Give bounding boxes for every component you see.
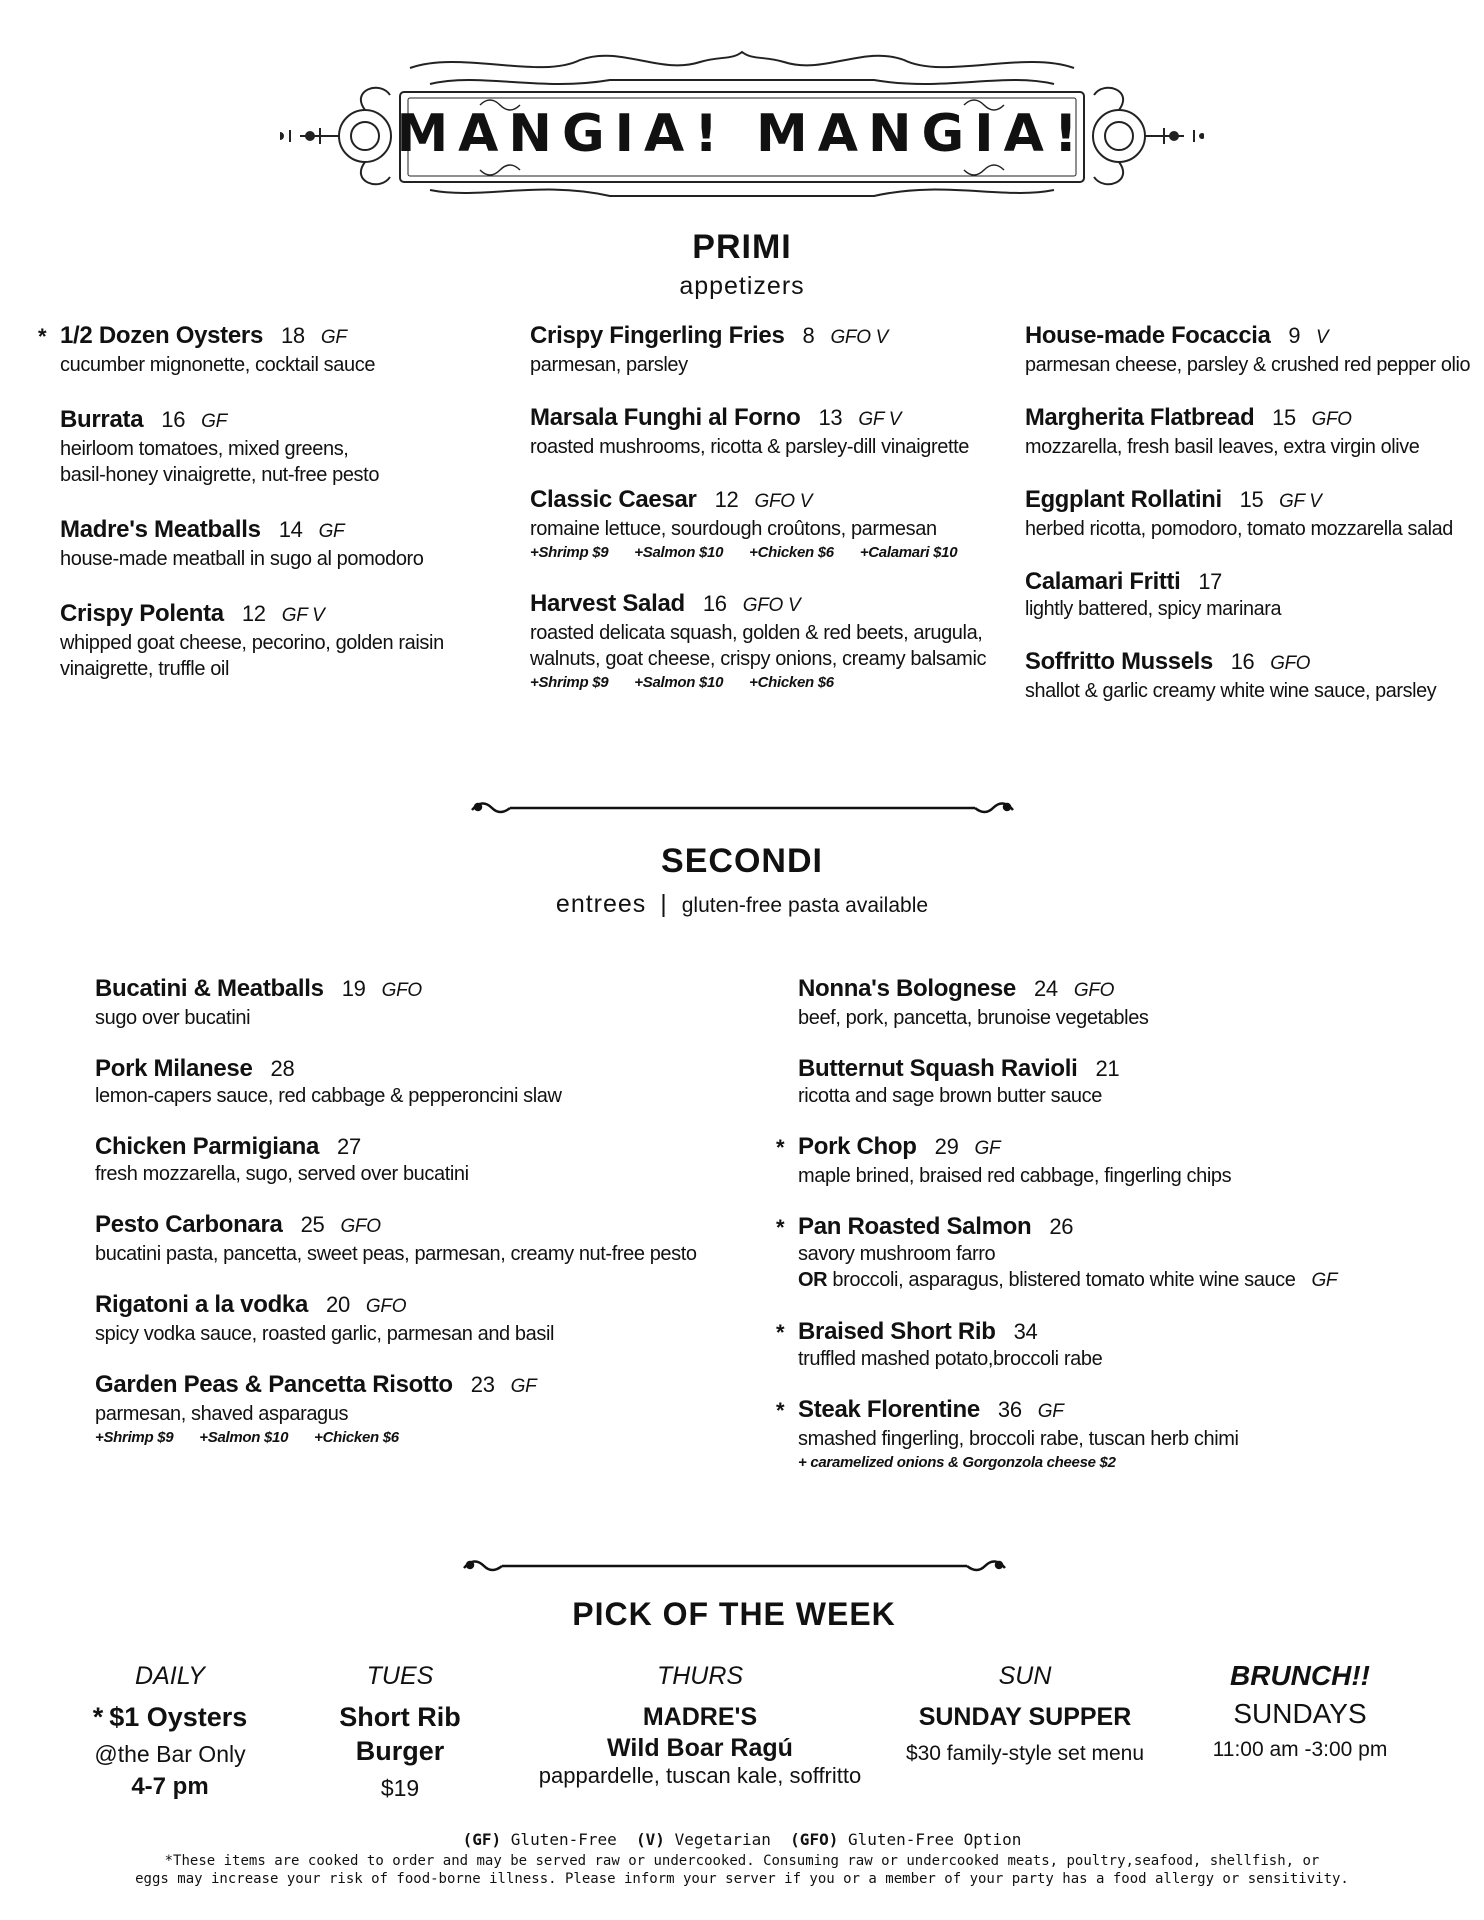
subtitle-separator: | [660, 890, 668, 918]
secondi-column-1 [95, 975, 697, 1449]
menu-item-name: Crispy Fingerling Fries [530, 322, 785, 349]
menu-item-addons [95, 1427, 697, 1449]
menu-item [1025, 568, 1470, 622]
menu-item-diet-tag: GFO [340, 1216, 381, 1237]
menu-item [60, 600, 444, 682]
menu-item-price: 17 [1198, 569, 1222, 594]
menu-item-description: cucumber mignonette, cocktail sauce [60, 354, 376, 376]
menu-item-price: 16 [161, 407, 186, 432]
menu-item [776, 1133, 1337, 1189]
menu-item-heading [95, 1291, 697, 1321]
menu-item-diet-tag: GFO [1073, 980, 1115, 1001]
pick-sun-day: SUN [998, 1662, 1052, 1690]
menu-item-heading [60, 322, 444, 352]
secondi-column-2 [776, 975, 1338, 1474]
menu-item [530, 486, 986, 564]
menu-item-price: 9 [1288, 323, 1301, 348]
menu-item-description: shallot & garlic creamy white wine sauce, parsley [1025, 680, 1437, 702]
menu-item-name: Classic Caesar [530, 486, 697, 513]
menu-item-diet-tag: GFO V [754, 491, 813, 512]
menu-item-diet-tag: GFO V [742, 595, 801, 616]
header-banner [280, 50, 1204, 200]
menu-item-heading [95, 1211, 697, 1241]
secondi-subtitle-entrees: entrees [555, 890, 647, 918]
menu-item-price: 34 [1013, 1319, 1038, 1344]
menu-item [95, 1291, 697, 1347]
menu-item [776, 1213, 1338, 1294]
menu-item-diet-tag: GF [320, 327, 347, 348]
menu-item [530, 590, 986, 694]
menu-item-name: Pork Chop [798, 1133, 917, 1160]
pick-thurs-day: THURS [656, 1662, 744, 1690]
menu-item-price: 36 [997, 1397, 1022, 1422]
menu-item-description: beef, pork, pancetta, brunoise vegetables [798, 1007, 1149, 1029]
legend-gfo: (GFO) [790, 1830, 839, 1849]
menu-item-heading [530, 590, 986, 620]
menu-item-diet-tag: GF V [858, 409, 902, 430]
menu-item [776, 1396, 1337, 1474]
menu-item-diet-tag: GF V [281, 605, 325, 626]
addon-option: +Calamari $10 [859, 544, 958, 561]
menu-item-heading [1025, 322, 1470, 352]
menu-item [1025, 322, 1470, 378]
menu-item-description: lightly battered, spicy marinara [1025, 598, 1282, 620]
menu-item-heading [798, 1055, 1337, 1083]
menu-item-name: Pork Milanese [95, 1055, 253, 1082]
menu-item-name: Margherita Flatbread [1025, 404, 1255, 431]
menu-item-price: 27 [337, 1134, 361, 1159]
menu-item-name: Steak Florentine [798, 1396, 980, 1423]
menu-item-diet-tag: GFO [1270, 653, 1311, 674]
menu-item-name: Garden Peas & Pancetta Risotto [95, 1371, 453, 1398]
menu-item-description: smashed fingerling, broccoli rabe, tuscan herb chimi [798, 1428, 1239, 1450]
menu-item-description: sugo over bucatini [95, 1007, 251, 1029]
menu-item-heading [60, 406, 444, 436]
addon-option: +Salmon $10 [634, 544, 724, 561]
pick-thurs-line1: MADRE'S [642, 1703, 758, 1731]
restaurant-title: MANGIA! MANGIA! [396, 104, 1088, 164]
menu-item-description: walnuts, goat cheese, crispy onions, creamy balsamic [530, 648, 987, 670]
pick-brunch-line2: 11:00 am -3:00 pm [1212, 1738, 1388, 1761]
divider-flourish-icon [462, 1556, 1007, 1576]
addon-option: +Shrimp $9 [95, 1429, 174, 1446]
menu-item-diet-tag: GF V [1279, 491, 1322, 512]
menu-item-name: Harvest Salad [530, 590, 685, 617]
menu-item-price: 20 [326, 1292, 350, 1317]
menu-item-diet-tag: GF [1311, 1270, 1338, 1291]
menu-item-description: vinaigrette, truffle oil [60, 658, 230, 680]
menu-item-heading [1025, 568, 1470, 596]
menu-item-name: Crispy Polenta [60, 600, 224, 627]
star-icon: * [38, 324, 47, 349]
menu-item-diet-tag: GFO [1311, 409, 1352, 430]
menu-item-heading [60, 600, 444, 630]
menu-item-description: parmesan, parsley [530, 354, 688, 376]
pick-thurs [530, 1660, 870, 1790]
pick-brunch [1180, 1660, 1420, 1766]
menu-item [60, 406, 444, 488]
menu-item-name: Chicken Parmigiana [95, 1133, 320, 1160]
menu-item-heading [95, 1133, 697, 1161]
pick-thurs-line3: pappardelle, tuscan kale, soffritto [538, 1763, 862, 1788]
menu-item [95, 1371, 697, 1449]
menu-item-name: Bucatini & Meatballs [95, 975, 324, 1002]
menu-item-description: whipped goat cheese, pecorino, golden raisin [60, 632, 444, 654]
menu-item-heading [1025, 404, 1470, 434]
menu-item-heading [1025, 648, 1470, 678]
menu-item-price: 23 [470, 1372, 495, 1397]
star-icon: * [776, 1215, 785, 1240]
menu-item-heading [95, 975, 697, 1005]
star-icon: * [776, 1135, 785, 1160]
menu-item-diet-tag: GFO [365, 1296, 407, 1317]
alt-option-text: broccoli, asparagus, blistered tomato white wine sauce [832, 1269, 1296, 1291]
menu-item-diet-tag: GFO V [830, 327, 889, 348]
menu-item-description: roasted mushrooms, ricotta & parsley-dill vinaigrette [530, 436, 969, 458]
pick-daily [70, 1660, 270, 1804]
legend-v: (V) [636, 1830, 665, 1849]
menu-item-diet-tag: GFO [381, 980, 422, 1001]
menu-item-description: savory mushroom farro [798, 1243, 996, 1265]
menu-item [1025, 404, 1470, 460]
menu-item-price: 24 [1033, 976, 1058, 1001]
menu-item [530, 404, 986, 460]
menu-item-diet-tag: V [1316, 327, 1329, 348]
menu-item-price: 12 [241, 601, 266, 626]
pick-daily-line3: 4-7 pm [131, 1773, 209, 1800]
menu-item-diet-tag: GF [1037, 1401, 1064, 1422]
star-icon: * [92, 1702, 104, 1732]
pick-daily-day: DAILY [135, 1662, 205, 1690]
pick-tues-day: TUES [366, 1662, 434, 1690]
addon-option: + caramelized onions & Gorgonzola cheese $2 [798, 1454, 1116, 1471]
health-disclaimer [0, 1852, 1484, 1888]
star-icon: * [776, 1398, 785, 1423]
menu-item-description: mozzarella, fresh basil leaves, extra virgin olive [1025, 436, 1420, 458]
divider-flourish-icon [470, 798, 1015, 818]
dietary-legend [0, 1830, 1484, 1849]
menu-item-heading [60, 516, 444, 546]
menu-item-name: Eggplant Rollatini [1025, 486, 1222, 513]
menu-item-diet-tag: GF [318, 521, 345, 542]
menu-item-name: Pan Roasted Salmon [798, 1213, 1032, 1240]
menu-item-heading [798, 1318, 1337, 1346]
menu-item-addons [530, 672, 986, 694]
menu-item-description: spicy vodka sauce, roasted garlic, parmesan and basil [95, 1323, 555, 1345]
pick-daily-name: $1 Oysters [109, 1702, 248, 1732]
legend-gf-text: Gluten-Free [510, 1830, 617, 1849]
menu-item-description: ricotta and sage brown butter sauce [798, 1085, 1102, 1107]
menu-item-description: lemon-capers sauce, red cabbage & pepperoncini slaw [95, 1085, 562, 1107]
menu-item-alt-option [798, 1267, 1337, 1294]
primi-column-1 [38, 322, 444, 682]
menu-item-description: truffled mashed potato,broccoli rabe [798, 1348, 1103, 1370]
or-prefix: OR [798, 1269, 828, 1291]
menu-item-name: Braised Short Rib [798, 1318, 996, 1345]
primi-subtitle: appetizers [679, 272, 805, 300]
menu-item-name: Butternut Squash Ravioli [798, 1055, 1078, 1082]
menu-item-name: Soffritto Mussels [1025, 648, 1213, 675]
secondi-subtitle-gf: gluten-free pasta available [681, 894, 929, 917]
menu-item-name: Calamari Fritti [1025, 568, 1181, 595]
legend-v-text: Vegetarian [674, 1830, 771, 1849]
menu-item-price: 29 [934, 1134, 959, 1159]
menu-item-price: 21 [1095, 1056, 1120, 1081]
menu-item-description: bucatini pasta, pancetta, sweet peas, parmesan, creamy nut-free pesto [95, 1243, 697, 1265]
menu-item-description: parmesan, shaved asparagus [95, 1403, 349, 1425]
menu-item-price: 19 [341, 976, 366, 1001]
legend-gfo-text: Gluten-Free Option [847, 1830, 1022, 1849]
menu-item-description: romaine lettuce, sourdough croûtons, parmesan [530, 518, 937, 540]
menu-item-addons [530, 542, 986, 564]
menu-item-description: heirloom tomatoes, mixed greens, [60, 438, 349, 460]
menu-item [95, 1055, 697, 1109]
menu-item-name: Nonna's Bolognese [798, 975, 1016, 1002]
menu-item-name: House-made Focaccia [1025, 322, 1271, 349]
menu-item [95, 975, 697, 1031]
menu-item-addons [798, 1452, 1337, 1474]
addon-option: +Shrimp $9 [530, 544, 609, 561]
menu-item-price: 16 [1230, 649, 1255, 674]
menu-item-description: maple brined, braised red cabbage, fingerling chips [798, 1165, 1232, 1187]
addon-option: +Chicken $6 [314, 1429, 399, 1446]
menu-item-name: Rigatoni a la vodka [95, 1291, 309, 1318]
menu-item-diet-tag: GF [974, 1138, 1001, 1159]
menu-item-heading [1025, 486, 1470, 516]
pick-tues-line2: Burger [355, 1736, 445, 1766]
menu-item-description: house-made meatball in sugo al pomodoro [60, 548, 424, 570]
menu-item [776, 1318, 1337, 1372]
menu-item [60, 516, 444, 572]
pick-sun-line2: $30 family-style set menu [905, 1742, 1145, 1765]
addon-option: +Shrimp $9 [530, 674, 609, 691]
menu-item-heading [798, 1213, 1337, 1241]
addon-option: +Salmon $10 [634, 674, 724, 691]
pick-brunch-line1: SUNDAYS [1233, 1698, 1367, 1729]
addon-option: +Chicken $6 [749, 674, 834, 691]
pick-daily-line2: @the Bar Only [94, 1741, 246, 1767]
menu-item-description: roasted delicata squash, golden & red beets, arugula, [530, 622, 983, 644]
menu-item-name: 1/2 Dozen Oysters [60, 322, 263, 349]
menu-item [530, 322, 986, 378]
menu-item-description: herbed ricotta, pomodoro, tomato mozzarella salad [1025, 518, 1453, 540]
primi-title: PRIMI [692, 228, 792, 266]
menu-item [95, 1133, 697, 1187]
menu-item-name: Burrata [60, 406, 144, 433]
menu-item-price: 16 [702, 591, 727, 616]
disclaimer-line-1: *These items are cooked to order and may be served raw or undercooked. Consuming raw or undercooked meats, poultry,seafood, shellfish, or [164, 1853, 1320, 1869]
disclaimer-line-2: eggs may increase your risk of food-borne illness. Please inform your server if you or a member of your party has a food allergy or sensitivity. [135, 1871, 1349, 1887]
menu-item-price: 18 [281, 323, 305, 348]
primi-column-3 [1025, 322, 1470, 704]
menu-item-name: Madre's Meatballs [60, 516, 261, 543]
pick-sun-line1: SUNDAY SUPPER [918, 1703, 1132, 1731]
pick-tues [300, 1660, 500, 1804]
menu-item-diet-tag: GF [510, 1376, 537, 1397]
menu-item-heading [95, 1055, 697, 1083]
star-icon: * [776, 1320, 785, 1345]
secondi-title: SECONDI [661, 842, 823, 880]
menu-item-price: 15 [1239, 487, 1264, 512]
menu-item [798, 975, 1337, 1031]
primi-column-2 [530, 322, 986, 694]
menu-item-price: 8 [802, 323, 815, 348]
menu-item-heading [798, 1133, 1337, 1163]
pick-thurs-line2: Wild Boar Ragú [607, 1734, 793, 1762]
menu-item [798, 1055, 1337, 1109]
pick-tues-line3: $19 [380, 1775, 420, 1801]
menu-item-heading [798, 975, 1337, 1005]
menu-item [95, 1211, 697, 1267]
menu-item [1025, 486, 1470, 542]
menu-item-heading [530, 486, 986, 516]
menu-item-heading [530, 404, 986, 434]
legend-gf: (GF) [462, 1830, 502, 1849]
menu-item-heading [95, 1371, 697, 1401]
menu-item-name: Marsala Funghi al Forno [530, 404, 801, 431]
menu-item-price: 26 [1049, 1214, 1074, 1239]
menu-item [38, 322, 444, 378]
menu-item-price: 13 [818, 405, 843, 430]
menu-item-name: Pesto Carbonara [95, 1211, 283, 1238]
menu-item-description: parmesan cheese, parsley & crushed red pepper olio [1025, 354, 1471, 376]
addon-option: +Chicken $6 [749, 544, 834, 561]
menu-item [1025, 648, 1470, 704]
menu-item-price: 12 [714, 487, 739, 512]
menu-item-price: 15 [1272, 405, 1296, 430]
secondi-subtitle [0, 890, 1484, 919]
pick-brunch-day: BRUNCH!! [1230, 1660, 1370, 1691]
menu-item-price: 28 [270, 1056, 295, 1081]
pick-tues-line1: Short Rib [339, 1702, 461, 1732]
pick-daily-line1 [70, 1700, 270, 1734]
menu-item-price: 14 [278, 517, 303, 542]
menu-item-diet-tag: GF [201, 411, 227, 432]
menu-item-heading [798, 1396, 1337, 1426]
menu-item-price: 25 [300, 1212, 325, 1237]
menu-item-description: basil-honey vinaigrette, nut-free pesto [60, 464, 380, 486]
pick-sun [890, 1660, 1160, 1770]
menu-item-heading [530, 322, 986, 352]
addon-option: +Salmon $10 [199, 1429, 289, 1446]
menu-item-description: fresh mozzarella, sugo, served over bucatini [95, 1163, 469, 1185]
pick-title: PICK OF THE WEEK [572, 1596, 896, 1632]
